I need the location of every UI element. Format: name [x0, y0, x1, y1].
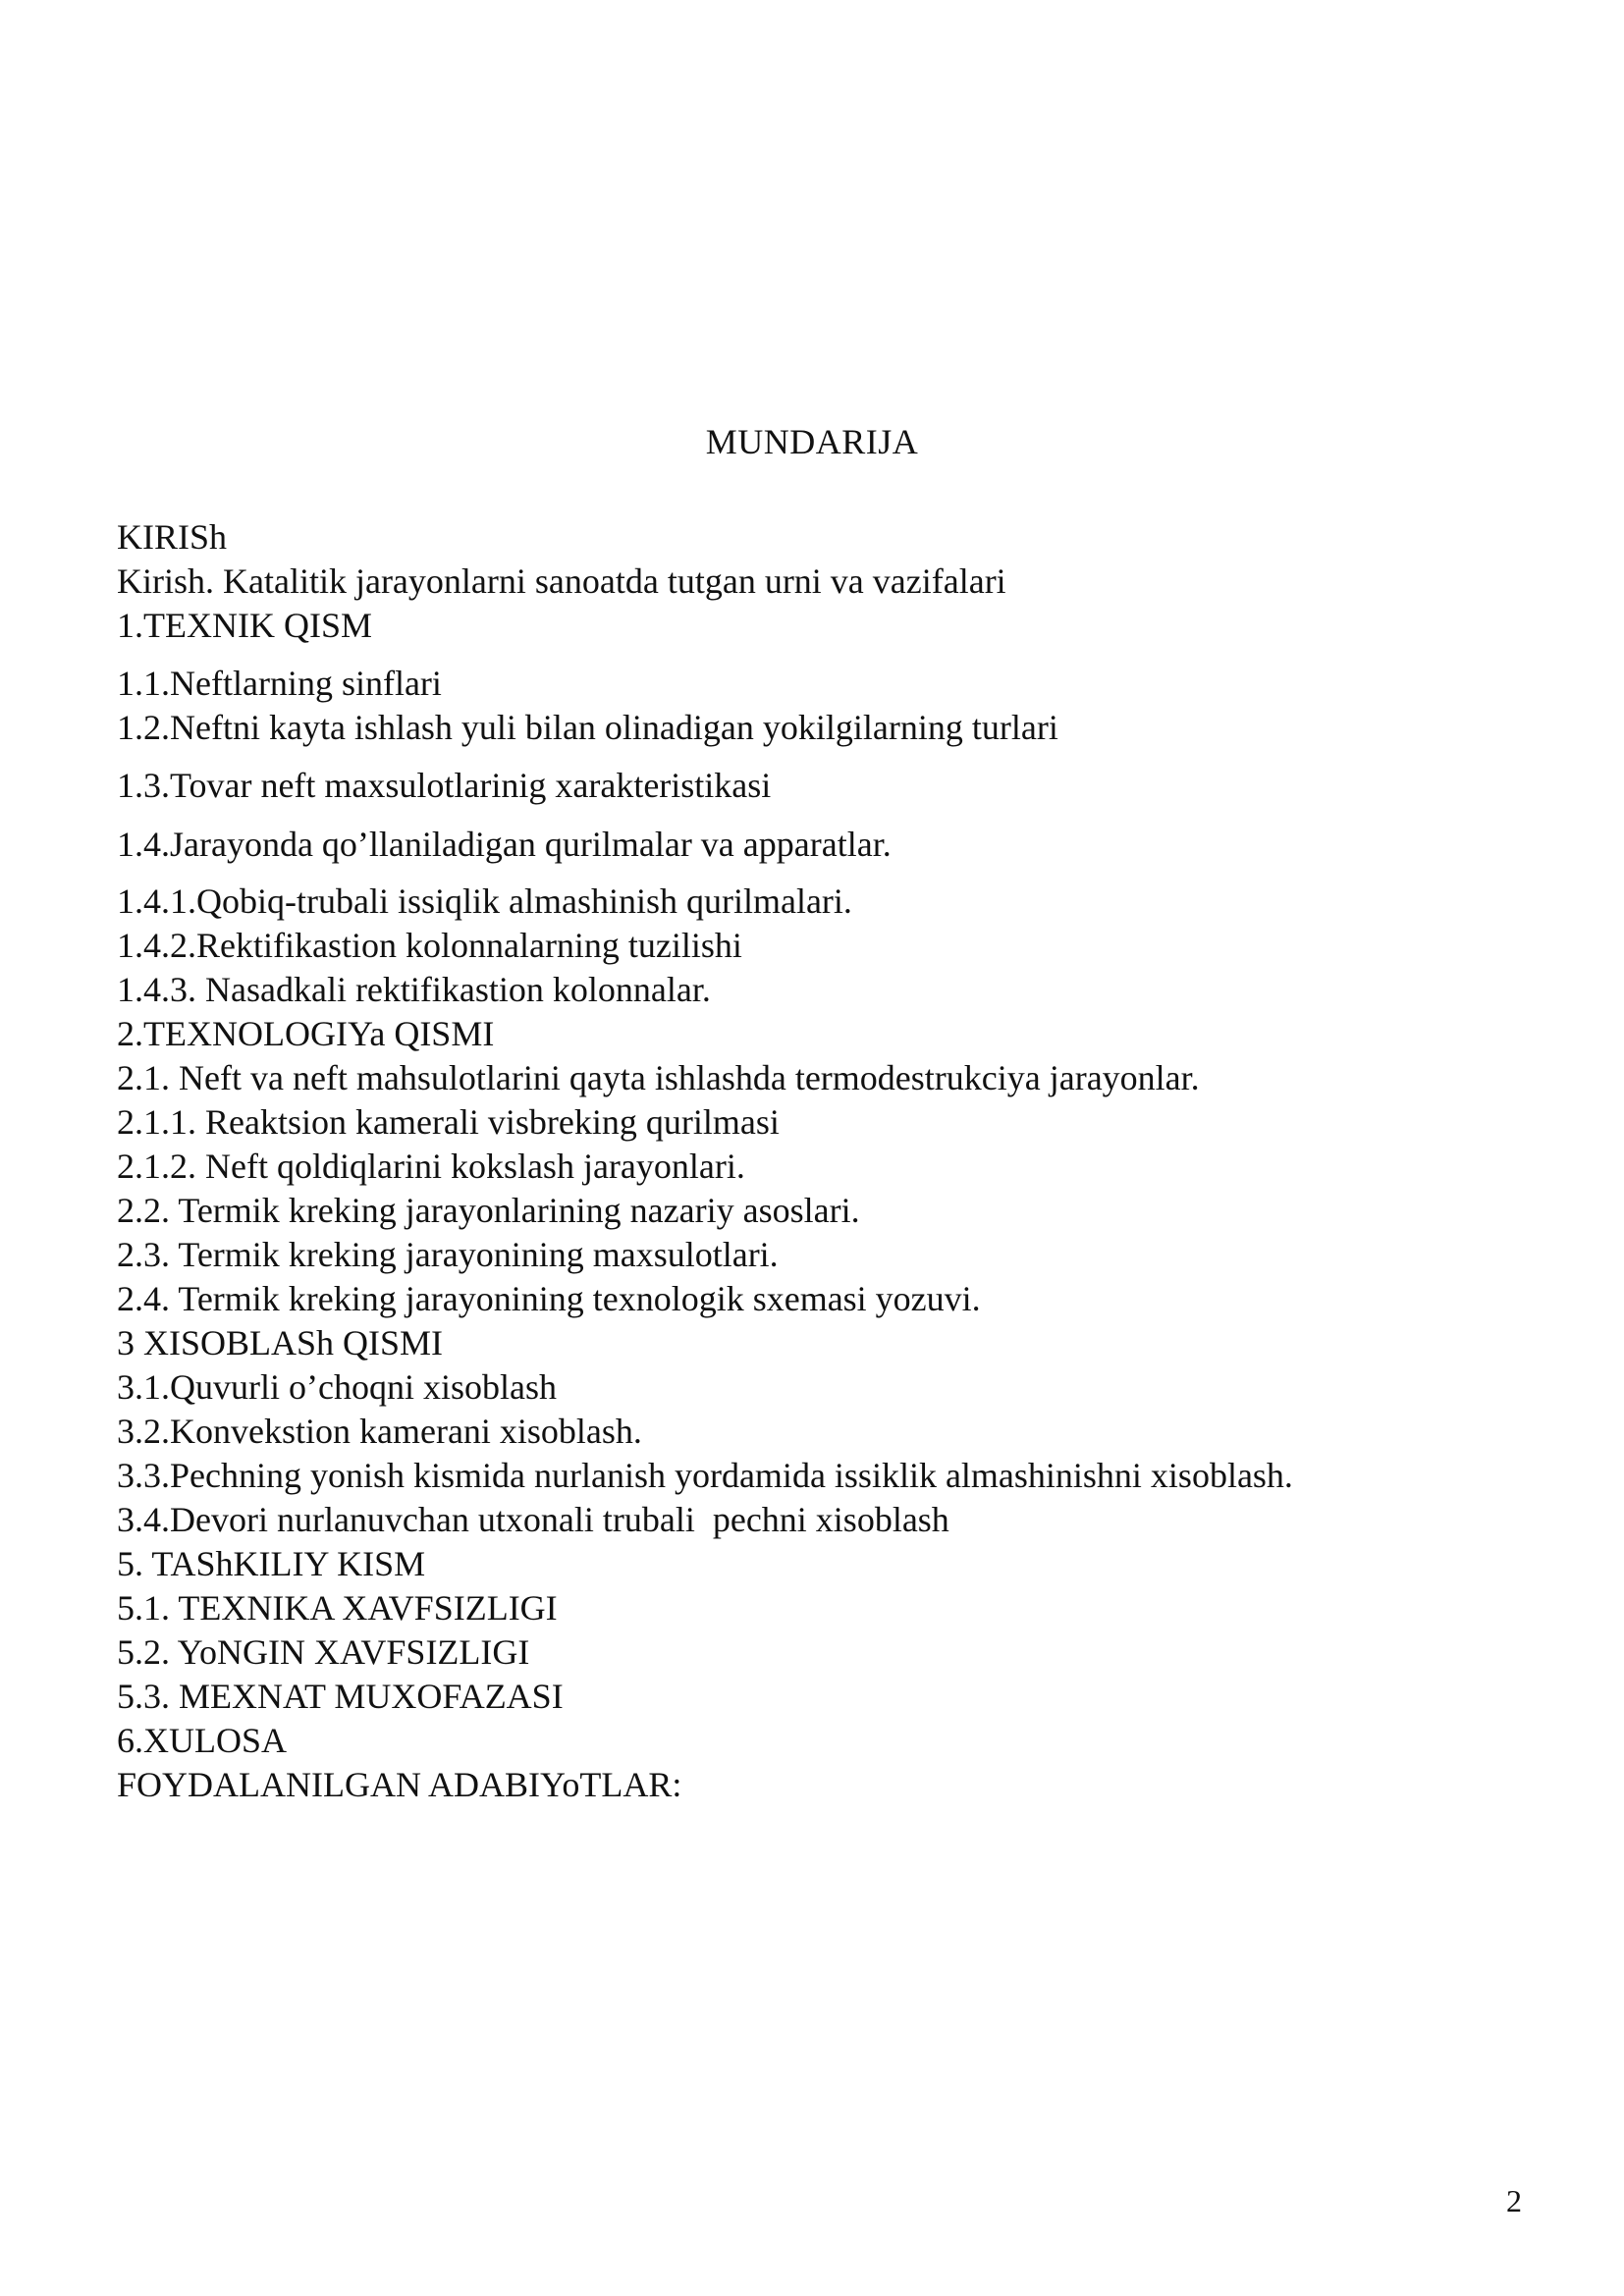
toc-entry-3-3: 3.3.Pechning yonish kismida nurlanish yordamida issiklik almashinishni xisoblash.: [117, 1456, 1293, 1495]
toc-entry-1-1: 1.1.Neftlarning sinflari: [117, 664, 442, 703]
toc-entry-3: 3 XISOBLASh QISMI: [117, 1323, 444, 1362]
toc-entry-2-2: 2.2. Termik kreking jarayonlarining nazariy asoslari.: [117, 1191, 860, 1230]
toc-entry-references: FOYDALANILGAN ADABIYoTLAR:: [117, 1765, 682, 1804]
toc-entry-1: 1.TEXNIK QISM: [117, 606, 372, 645]
toc-entry-1-4-2: 1.4.2.Rektifikastion kolonnalarning tuzilishi: [117, 926, 742, 965]
toc-entry-5-3: 5.3. MEXNAT MUXOFAZASI: [117, 1677, 564, 1716]
toc-entry-2-3: 2.3. Termik kreking jarayonining maxsulotlari.: [117, 1235, 779, 1274]
toc-entry-5-2: 5.2. YoNGIN XAVFSIZLIGI: [117, 1632, 530, 1672]
toc-entry-3-1: 3.1.Quvurli o’choqni xisoblash: [117, 1367, 557, 1407]
toc-entry-1-4-3: 1.4.3. Nasadkali rektifikastion kolonnalar.: [117, 970, 711, 1009]
toc-entry-1-3: 1.3.Tovar neft maxsulotlarinig xarakteristikasi: [117, 766, 772, 805]
toc-entry-2-1: 2.1. Neft va neft mahsulotlarini qayta ishlashda termodestrukciya jarayonlar.: [117, 1058, 1200, 1097]
toc-entry-1-2: 1.2.Neftni kayta ishlash yuli bilan olinadigan yokilgilarning turlari: [117, 708, 1058, 747]
toc-entry-1-4-1: 1.4.1.Qobiq-trubali issiqlik almashinish qurilmalari.: [117, 881, 852, 921]
page-number: 2: [1506, 2183, 1522, 2218]
toc-entry-6: 6.XULOSA: [117, 1721, 288, 1760]
toc-entry-2: 2.TEXNOLOGIYa QISMI: [117, 1014, 495, 1053]
toc-entry-2-4: 2.4. Termik kreking jarayonining texnologik sxemasi yozuvi.: [117, 1279, 981, 1318]
toc-entry-kirish: Kirish. Katalitik jarayonlarni sanoatda tutgan urni va vazifalari: [117, 561, 1006, 601]
toc-entry-kirish-heading: KIRISh: [117, 517, 228, 557]
toc-entry-5-1: 5.1. TEXNIKA XAVFSIZLIGI: [117, 1588, 558, 1628]
toc-entry-3-2: 3.2.Konvekstion kamerani xisoblash.: [117, 1412, 642, 1451]
toc-entry-1-4: 1.4.Jarayonda qo’llaniladigan qurilmalar va apparatlar.: [117, 825, 892, 864]
toc-entry-5: 5. TAShKILIY KISM: [117, 1544, 426, 1583]
toc-entry-3-4: 3.4.Devori nurlanuvchan utxonali trubali pechni xisoblash: [117, 1500, 949, 1539]
page-title: MUNDARIJA: [705, 422, 919, 461]
toc-entry-2-1-2: 2.1.2. Neft qoldiqlarini kokslash jarayonlari.: [117, 1147, 745, 1186]
toc-entry-2-1-1: 2.1.1. Reaktsion kamerali visbreking qurilmasi: [117, 1102, 780, 1142]
